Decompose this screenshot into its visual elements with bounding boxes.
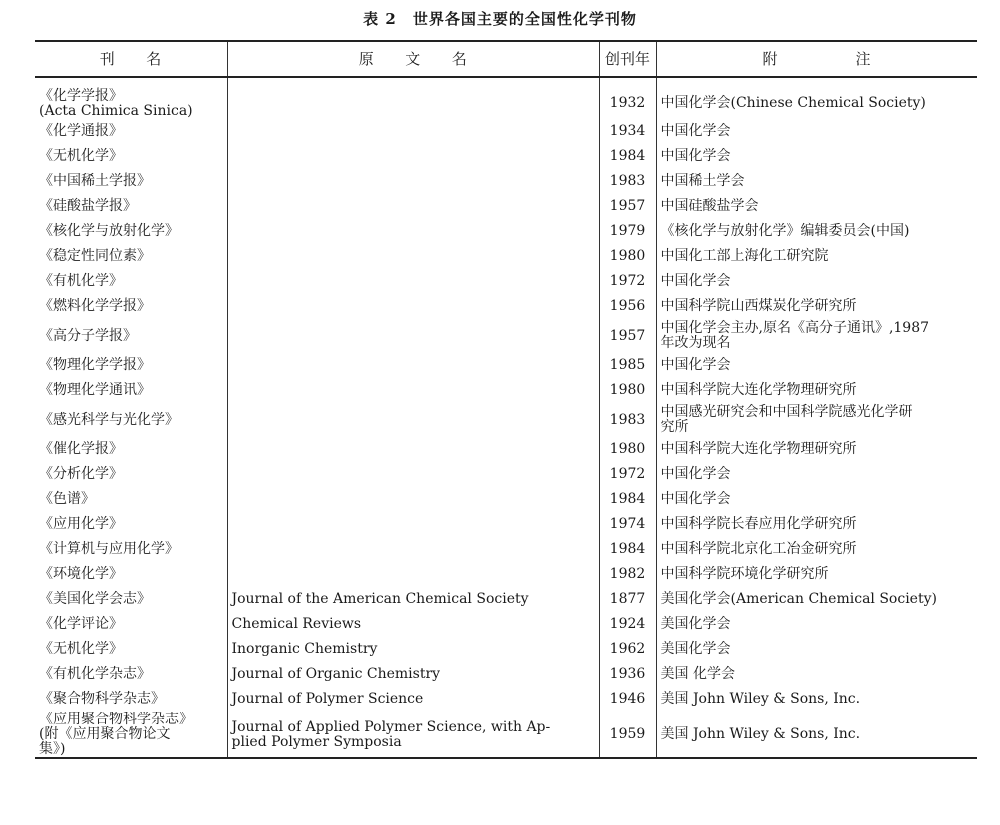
table-title: 表 2 世界各国主要的全国性化学刊物	[363, 10, 637, 28]
journal-name-cell: 《中国稀土学报》	[39, 173, 151, 189]
header-journal-name: 刊 名	[35, 41, 227, 77]
notes-cell: 中国化学会	[656, 353, 977, 378]
table-row	[35, 712, 977, 758]
table-row	[35, 403, 977, 437]
table-row	[35, 637, 977, 662]
original-name-cell	[227, 144, 599, 169]
table-row	[35, 219, 977, 244]
original-name-cell	[227, 403, 599, 437]
notes-cell: 中国感光研究会和中国科学院感光化学研 究所	[656, 403, 977, 437]
journals-table	[35, 40, 977, 759]
notes-cell: 中国化学会	[656, 119, 977, 144]
header-notes: 附 注	[656, 41, 977, 77]
table-body	[35, 77, 977, 758]
journal-name-cell: 《核化学与放射化学》	[39, 223, 179, 239]
original-name-cell: Chemical Reviews	[227, 612, 599, 637]
founding-year-cell: 1972	[599, 462, 656, 487]
table-row	[35, 587, 977, 612]
notes-cell: 中国化工部上海化工研究院	[656, 244, 977, 269]
journal-name-cell: 《应用化学》	[39, 516, 123, 532]
original-name-cell: Journal of Applied Polymer Science, with Ap- plied Polymer Symposia	[227, 712, 599, 758]
founding-year-cell: 1957	[599, 319, 656, 353]
journal-name-cell: 《化学评论》	[39, 616, 123, 632]
founding-year-cell: 1946	[599, 687, 656, 712]
original-name-cell	[227, 437, 599, 462]
table-row	[35, 77, 977, 119]
notes-cell: 美国化学会	[656, 637, 977, 662]
journal-name-cell: 《色谱》	[39, 491, 95, 507]
journal-name-cell: 《环境化学》	[39, 566, 123, 582]
notes-cell: 中国科学院大连化学物理研究所	[656, 378, 977, 403]
notes-cell: 美国化学会(American Chemical Society)	[656, 587, 977, 612]
journal-name-cell: 《感光科学与光化学》	[39, 411, 179, 428]
header-row	[35, 41, 977, 77]
table-row	[35, 378, 977, 403]
original-name-cell	[227, 294, 599, 319]
notes-cell: 中国硅酸盐学会	[656, 194, 977, 219]
journal-name-cell: 《分析化学》	[39, 466, 123, 482]
original-name-cell	[227, 244, 599, 269]
original-name-cell: Journal of the American Chemical Society	[227, 587, 599, 612]
journal-name-cell: 《燃料化学学报》	[39, 298, 151, 314]
notes-cell: 美国化学会	[656, 612, 977, 637]
original-name-cell	[227, 562, 599, 587]
notes-cell: 中国科学院长春应用化学研究所	[656, 512, 977, 537]
journal-name-cell: 《物理化学学报》	[39, 357, 151, 373]
notes-cell: 中国稀土学会	[656, 169, 977, 194]
notes-cell: 中国科学院北京化工冶金研究所	[656, 537, 977, 562]
original-name-cell	[227, 462, 599, 487]
original-name-cell	[227, 378, 599, 403]
table-row	[35, 319, 977, 353]
founding-year-cell: 1959	[599, 712, 656, 758]
table-row	[35, 119, 977, 144]
notes-cell: 《核化学与放射化学》编辑委员会(中国)	[656, 219, 977, 244]
original-name-cell	[227, 194, 599, 219]
original-name-cell	[227, 119, 599, 144]
table-row	[35, 487, 977, 512]
table-row	[35, 662, 977, 687]
founding-year-cell: 1985	[599, 353, 656, 378]
notes-cell: 美国 化学会	[656, 662, 977, 687]
journal-name-cell: 《美国化学会志》	[39, 591, 151, 607]
journal-name-cell: 《无机化学》	[39, 148, 123, 164]
founding-year-cell: 1984	[599, 487, 656, 512]
table-row	[35, 353, 977, 378]
original-name-cell	[227, 537, 599, 562]
journal-name-cell: 《有机化学杂志》	[39, 666, 151, 682]
header-original-name: 原 文 名	[227, 41, 599, 77]
founding-year-cell: 1962	[599, 637, 656, 662]
table-row	[35, 687, 977, 712]
table-row	[35, 562, 977, 587]
notes-cell: 中国化学会	[656, 269, 977, 294]
founding-year-cell: 1984	[599, 537, 656, 562]
table-row	[35, 462, 977, 487]
journal-name-cell: 《计算机与应用化学》	[39, 541, 179, 557]
table-row	[35, 144, 977, 169]
original-name-cell	[227, 169, 599, 194]
journal-name-cell: 《聚合物科学杂志》	[39, 691, 165, 707]
founding-year-cell: 1983	[599, 403, 656, 437]
founding-year-cell: 1980	[599, 244, 656, 269]
original-name-cell	[227, 77, 599, 119]
table-row	[35, 612, 977, 637]
journal-name-cell: 《高分子学报》	[39, 327, 137, 344]
founding-year-cell: 1974	[599, 512, 656, 537]
founding-year-cell: 1979	[599, 219, 656, 244]
founding-year-cell: 1984	[599, 144, 656, 169]
founding-year-cell: 1924	[599, 612, 656, 637]
founding-year-cell: 1877	[599, 587, 656, 612]
header-founding-year: 创刊年	[599, 41, 656, 77]
founding-year-cell: 1982	[599, 562, 656, 587]
notes-cell: 中国化学会(Chinese Chemical Society)	[656, 77, 977, 119]
table-row	[35, 169, 977, 194]
notes-cell: 中国化学会主办,原名《高分子通讯》,1987 年改为现名	[656, 319, 977, 353]
notes-cell: 美国 John Wiley & Sons, Inc.	[656, 687, 977, 712]
original-name-cell	[227, 353, 599, 378]
journal-name-cell: 《催化学报》	[39, 441, 123, 457]
notes-cell: 中国科学院山西煤炭化学研究所	[656, 294, 977, 319]
notes-cell: 中国化学会	[656, 462, 977, 487]
original-name-cell	[227, 319, 599, 353]
journal-name-cell: 《化学通报》	[39, 123, 123, 139]
notes-cell: 美国 John Wiley & Sons, Inc.	[656, 712, 977, 758]
journal-name-cell: 《稳定性同位素》	[39, 248, 151, 264]
table-row	[35, 437, 977, 462]
notes-cell: 中国科学院环境化学研究所	[656, 562, 977, 587]
founding-year-cell: 1932	[599, 77, 656, 119]
table-row	[35, 294, 977, 319]
journal-name-cell: 《物理化学通讯》	[39, 382, 151, 398]
table-row	[35, 269, 977, 294]
journal-name-cell: 《有机化学》	[39, 273, 123, 289]
table-row	[35, 244, 977, 269]
journal-name-cell: 《无机化学》	[39, 641, 123, 657]
notes-cell: 中国化学会	[656, 487, 977, 512]
journal-name-cell: 《硅酸盐学报》	[39, 198, 137, 214]
original-name-cell	[227, 219, 599, 244]
notes-cell: 中国化学会	[656, 144, 977, 169]
original-name-cell: Inorganic Chemistry	[227, 637, 599, 662]
journal-name-cell: 《应用聚合物科学杂志》 (附《应用聚合物论文 集》)	[35, 712, 227, 758]
founding-year-cell: 1934	[599, 119, 656, 144]
founding-year-cell: 1983	[599, 169, 656, 194]
founding-year-cell: 1936	[599, 662, 656, 687]
founding-year-cell: 1957	[599, 194, 656, 219]
original-name-cell	[227, 512, 599, 537]
table-row	[35, 512, 977, 537]
original-name-cell: Journal of Organic Chemistry	[227, 662, 599, 687]
founding-year-cell: 1980	[599, 378, 656, 403]
table-row	[35, 537, 977, 562]
notes-cell: 中国科学院大连化学物理研究所	[656, 437, 977, 462]
founding-year-cell: 1956	[599, 294, 656, 319]
table-row	[35, 194, 977, 219]
original-name-cell	[227, 487, 599, 512]
founding-year-cell: 1972	[599, 269, 656, 294]
original-name-cell: Journal of Polymer Science	[227, 687, 599, 712]
original-name-cell	[227, 269, 599, 294]
founding-year-cell: 1980	[599, 437, 656, 462]
journal-name-cell: 《化学学报》 (Acta Chimica Sinica)	[39, 87, 193, 119]
